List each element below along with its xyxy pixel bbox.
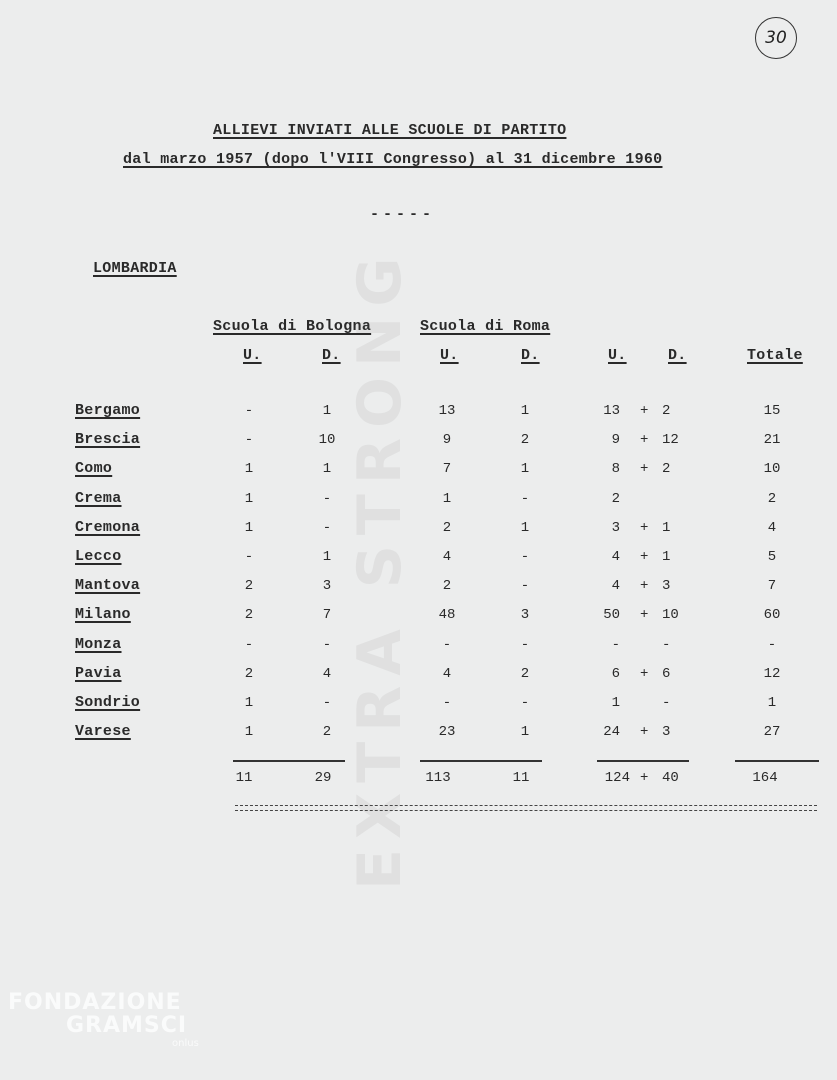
cell-roma-u: 9: [442, 432, 452, 449]
cell-combined-d: 3: [662, 724, 671, 741]
cell-bologna-u: 1: [244, 519, 254, 536]
cell-total: 5: [767, 549, 777, 565]
row-name: Sondrio: [75, 694, 141, 711]
cell-combined-u: 2: [611, 490, 620, 507]
col-bologna-d: D.: [322, 347, 341, 364]
cell-combined-d: 12: [662, 432, 679, 449]
cell-roma-d: 3: [520, 607, 530, 624]
cell-bologna-d: -: [322, 636, 332, 653]
col-bologna-u: U.: [243, 347, 262, 364]
cell-plus: +: [640, 432, 649, 449]
cell-total: 15: [763, 403, 781, 419]
sum-rule-combined: [597, 760, 689, 762]
sum-rule-roma: [420, 760, 542, 762]
cell-combined-u: 1: [611, 695, 620, 711]
cell-total: 10: [763, 461, 781, 478]
foundation-logo: [8, 990, 199, 1049]
sum-rule-total: [735, 760, 819, 762]
double-rule: [235, 805, 817, 811]
cell-combined-u: 4: [611, 549, 620, 565]
separator: -----: [370, 206, 436, 223]
group-bologna: Scuola di Bologna: [213, 318, 372, 335]
cell-roma-d: -: [520, 549, 530, 565]
row-name: Cremona: [75, 518, 141, 536]
cell-roma-d: -: [520, 490, 530, 507]
cell-plus: +: [640, 519, 649, 536]
cell-roma-d: 1: [520, 724, 530, 741]
cell-plus: +: [640, 549, 649, 565]
region-heading: LOMBARDIA: [93, 260, 177, 277]
cell-roma-d: -: [520, 636, 530, 653]
row-name: Crema: [75, 489, 122, 507]
cell-bologna-d: 1: [322, 461, 332, 478]
col-roma-d: D.: [521, 347, 540, 364]
row-name: Milano: [75, 606, 131, 624]
row-name: Mantova: [75, 577, 141, 595]
total-bologna-u: 11: [235, 770, 253, 786]
group-roma: Scuola di Roma: [420, 318, 551, 335]
cell-roma-d: 2: [520, 665, 530, 682]
cell-total: 12: [763, 665, 781, 682]
cell-plus: +: [640, 461, 649, 478]
row-name: Pavia: [75, 664, 122, 682]
cell-roma-d: 1: [520, 461, 530, 478]
cell-plus: +: [640, 578, 649, 595]
cell-combined-d: 10: [662, 607, 679, 624]
cell-total: 1: [767, 695, 777, 711]
cell-combined-u: 6: [611, 665, 620, 682]
cell-bologna-d: 7: [322, 607, 332, 624]
cell-bologna-d: -: [322, 490, 332, 507]
cell-roma-u: 13: [438, 403, 456, 419]
cell-total: 4: [767, 519, 777, 536]
cell-total: 7: [767, 578, 777, 595]
col-total-u: U.: [608, 347, 627, 364]
cell-combined-u: 50: [603, 607, 620, 624]
cell-roma-u: 4: [442, 549, 452, 565]
total-roma-d: 11: [512, 770, 530, 786]
cell-plus: +: [640, 403, 649, 419]
cell-bologna-d: -: [322, 519, 332, 536]
logo-line-1: FONDAZIONE: [8, 990, 182, 1015]
row-name: Bergamo: [75, 402, 141, 419]
cell-bologna-u: -: [244, 549, 254, 565]
cell-combined-u: 3: [611, 519, 620, 536]
sum-rule-bologna: [233, 760, 345, 762]
total-combined-u: 124: [604, 770, 630, 786]
row-name: Varese: [75, 723, 131, 741]
total-plus: +: [640, 770, 649, 786]
cell-combined-u: -: [611, 636, 620, 653]
cell-combined-d: 1: [662, 549, 671, 565]
cell-bologna-d: 10: [318, 432, 336, 449]
cell-roma-u: 4: [442, 665, 452, 682]
total-combined-d: 40: [662, 770, 679, 786]
row-name: Lecco: [75, 548, 122, 565]
grand-total: 164: [752, 770, 778, 786]
cell-bologna-u: 2: [244, 578, 254, 595]
page-number: 30: [755, 17, 797, 59]
cell-combined-u: 4: [611, 578, 620, 595]
cell-total: 21: [763, 432, 781, 449]
cell-roma-u: 2: [442, 519, 452, 536]
cell-combined-d: -: [662, 695, 671, 711]
cell-combined-d: 1: [662, 519, 671, 536]
cell-roma-d: -: [520, 578, 530, 595]
cell-roma-d: 2: [520, 432, 530, 449]
cell-bologna-u: -: [244, 636, 254, 653]
cell-roma-u: 2: [442, 578, 452, 595]
col-roma-u: U.: [440, 347, 459, 364]
row-name: Brescia: [75, 431, 141, 449]
cell-combined-u: 8: [611, 461, 620, 478]
cell-total: 2: [767, 490, 777, 507]
cell-roma-u: 48: [438, 607, 456, 624]
cell-roma-d: 1: [520, 403, 530, 419]
cell-bologna-d: 2: [322, 724, 332, 741]
cell-bologna-u: 1: [244, 461, 254, 478]
cell-bologna-d: 4: [322, 665, 332, 682]
cell-roma-d: 1: [520, 519, 530, 536]
logo-line-3: onlus: [172, 1038, 199, 1049]
cell-bologna-d: 3: [322, 578, 332, 595]
cell-roma-u: 23: [438, 724, 456, 741]
cell-roma-u: 7: [442, 461, 452, 478]
cell-roma-u: -: [442, 695, 452, 711]
total-bologna-d: 29: [314, 770, 332, 786]
cell-combined-d: 2: [662, 403, 671, 419]
row-name: Como: [75, 460, 113, 478]
cell-bologna-u: 2: [244, 665, 254, 682]
cell-combined-d: -: [662, 636, 671, 653]
cell-bologna-u: -: [244, 403, 254, 419]
cell-plus: +: [640, 665, 649, 682]
cell-bologna-u: 1: [244, 695, 254, 711]
logo-line-2: GRAMSCI: [66, 1013, 188, 1038]
cell-combined-d: 2: [662, 461, 671, 478]
cell-roma-u: 1: [442, 490, 452, 507]
cell-roma-u: -: [442, 636, 452, 653]
title-line-2: dal marzo 1957 (dopo l'VIII Congresso) al 31 dicembre 1960: [123, 151, 663, 168]
cell-bologna-u: 1: [244, 490, 254, 507]
cell-plus: +: [640, 607, 649, 624]
cell-bologna-u: 1: [244, 724, 254, 741]
cell-total: -: [767, 636, 777, 653]
cell-total: 27: [763, 724, 781, 741]
cell-bologna-u: -: [244, 432, 254, 449]
cell-plus: +: [640, 724, 649, 741]
row-name: Monza: [75, 635, 122, 653]
title-line-1: ALLIEVI INVIATI ALLE SCUOLE DI PARTITO: [213, 122, 567, 139]
cell-combined-u: 9: [611, 432, 620, 449]
cell-bologna-d: 1: [322, 403, 332, 419]
watermark: EXTRA STRONG: [345, 247, 415, 890]
cell-total: 60: [763, 607, 781, 624]
cell-combined-d: 6: [662, 665, 671, 682]
total-roma-u: 113: [425, 770, 451, 786]
col-totale: Totale: [747, 347, 803, 364]
cell-bologna-u: 2: [244, 607, 254, 624]
cell-bologna-d: -: [322, 695, 332, 711]
col-total-d: D.: [668, 347, 687, 364]
cell-combined-d: 3: [662, 578, 671, 595]
cell-combined-u: 24: [603, 724, 620, 741]
cell-roma-d: -: [520, 695, 530, 711]
cell-bologna-d: 1: [322, 549, 332, 565]
cell-combined-u: 13: [603, 403, 620, 419]
